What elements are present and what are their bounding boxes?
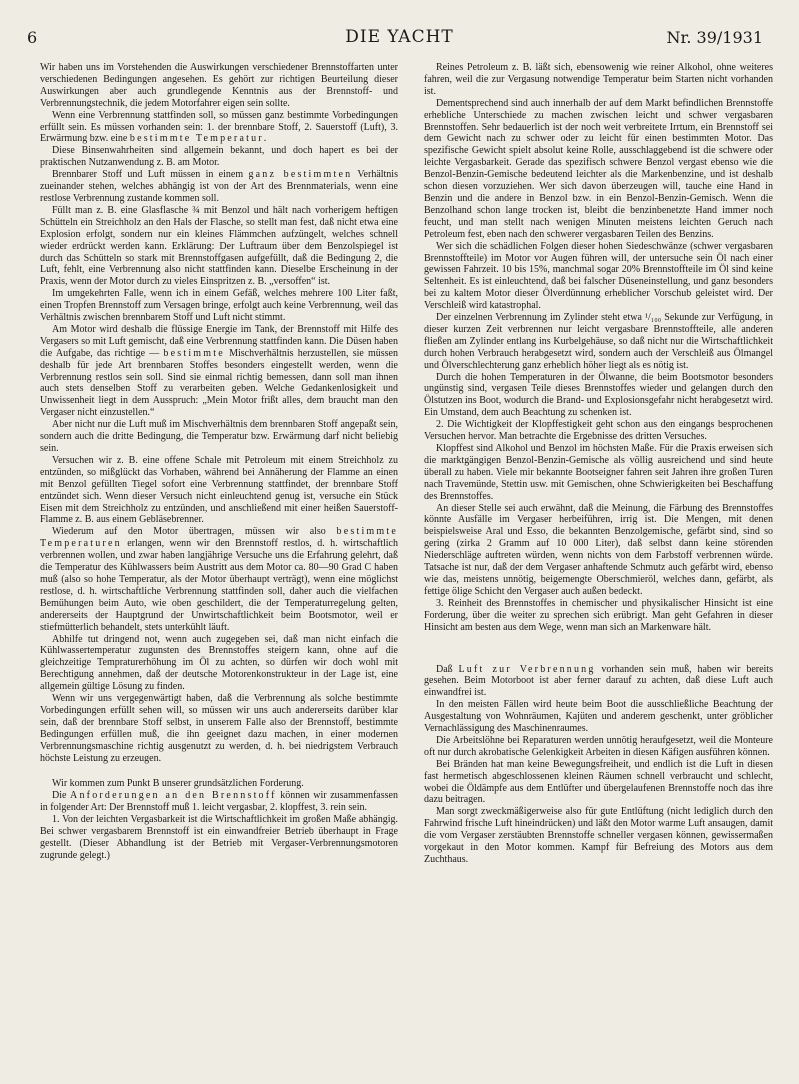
paragraph: Der einzelnen Verbrennung im Zylinder steht etwa ¹/₁₀₀ Sekunde zur Verfügung, in dieser kurzen Zeit verbrennen nur leicht vergasbare Brennstoffteile, alle anderen fließen am Zylinder entlang ins Kurbelgehäuse, so daß nicht nur die Wirtschaftlichkeit durch hohen Verbrauch herabgesetzt wird, sondern auch der Verschleiß aus Ölmangel und Ölverschlechterung ganz erheblich höher liegt als es nötig ist. xyxy=(424,312,773,371)
paragraph: 3. Reinheit des Brennstoffes in chemischer und physikalischer Hinsicht ist eine Forderung, über die weiter zu sprechen sich erübrigt. Man geht Gefahren in dieser Hinsicht am besten aus dem Wege, wenn man sich an Markenware hält. xyxy=(424,597,773,633)
paragraph: Reines Petroleum z. B. läßt sich, ebensowenig wie reiner Alkohol, ohne weiteres fahren, weil die zur Vergasung notwendige Temperatur beim Starten nicht vorhanden ist. xyxy=(424,62,773,97)
paragraph: Aber nicht nur die Luft muß im Mischverhältnis dem brennbaren Stoff angepaßt sein, sondern auch die dritte Bedingung, die Temperatur bzw. Erwärmung darf nicht beliebig sein. xyxy=(40,419,398,454)
paragraph: Die Arbeitslöhne bei Reparaturen werden unnötig heraufgesetzt, weil die Monteure oft nur durch akrobatische Gelenkigkeit Arbeiten in diesen Käfigen ausführen können. xyxy=(424,734,773,758)
right-column xyxy=(424,62,773,866)
magazine-title: DIE YACHT xyxy=(345,27,454,47)
paragraph: Dementsprechend sind auch innerhalb der auf dem Markt befindlichen Brennstoffe erhebliche Unterschiede zu machen zwischen leicht und schwer vergasbaren Brennstoffen. Sehr bedauerlich ist der noch weit verbreitete Irrtum, ein Brennstoff sei dem Gewicht nach zu schwer oder zu leicht für einen bestimmten Motor. Das spezifische Gewicht spielt absolut keine Rolle, ausschlaggebend ist die schwere oder leichte Vergasbarkeit. Gerade das spezifisch schwere Benzol vergast ebenso wie die Benzol-Benzin-Gemische bedeutend leichter als die Markenbenzine, und ist deshalb schon diesen vorzuziehen. Wer sich davon überzeugen will, tauche eine Hand in Benzin und die andere in Benzol bzw. in ein Benzol-Benzin-Gemisch. Wenn die Benzolhand schon lange trocken ist, bleibt die benzinbenetzte Hand immer noch feucht, und man stellt nach wenigen Minuten meistens leichten Geruch nach Petroleum fest, eben nach den schwerer vergasbaren Teilen des Benzins. xyxy=(424,97,773,240)
paragraph: In den meisten Fällen wird heute beim Boot die ausschließliche Beachtung der Ausgestaltung von Wohnräumen, Kajüten und anderem geschenkt, unter gröblicher Vernachlässigung des Maschinenraumes. xyxy=(424,699,773,735)
paragraph: Die Anforderungen an den Brennstoff können wir zusammenfassen in folgender Art: Der Brennstoff muß 1. leicht vergasbar, 2. klopffest, 3. rein sein. xyxy=(40,790,398,814)
paragraph: Am Motor wird deshalb die flüssige Energie im Tank, der Brennstoff mit Hilfe des Vergasers so mit Luft gemischt, daß eine Verbrennung stattfinden kann. Die Düsen haben die Aufgabe, das richtige — bestimmte Mischverhältnis herzustellen, sie müssen deshalb für jede Art brennbaren Stoffes besonders eingestellt werden, wenn die Verbrennung restlos sein soll. Sind sie einmal richtig bemessen, dann soll man ihnen auch stets denselben Stoff zu verarbeiten geben. Welche Gedankenlosigkeit und Unwissenheit liegt in dem Ausspruch: „Mein Motor frißt alles, dem braucht man den Vergaser nicht einzustellen.“ xyxy=(40,323,399,419)
paragraph: Wir haben uns im Vorstehenden die Auswirkungen verschiedener Brennstoffarten unter verschiedenen Bedingungen angesehen. Es gehört zur richtigen Beurteilung dieser Auswirkungen aber auch grundlegende Kenntnis aus der Brennstoff- und Verbrennungstechnik, die jedem Motorfahrer eigen sein sollte. xyxy=(40,62,398,109)
paragraph: 1. Von der leichten Vergasbarkeit ist die Wirtschaftlichkeit im großen Maße abhängig. Bei schwer vergasbarem Brennstoff ist ein einwandfreier Betrieb überhaupt in Frage gestellt. (Dieser Abhandlung ist der Betrieb mit Vergaser-Verbrennungsmotoren zugrunde gelegt.) xyxy=(40,814,398,861)
page-number: 6 xyxy=(27,28,38,47)
paragraph: Abhilfe tut dringend not, wenn auch zugegeben sei, daß man nicht einfach die Kühlwassertemperatur zugunsten des Brennstoffes steigern kann, ohne auf die gleichzeitige Tempraturerhöhung im Öl zu achten, so dürfen wir doch wohl mit Berechtigung annehmen, daß der deutsche Motorenkonstrukteur in der Lage ist, eine allgemein gültige Lösung zu finden. xyxy=(40,633,398,693)
paragraph: Versuchen wir z. B. eine offene Schale mit Petroleum mit einem Streichholz zu entzünden, so mißglückt das Vorhaben, während bei Annäherung der Flamme an einen mit Benzol gefüllten Tiegel sofort eine Verbrennung stattfindet, der brennbare Stoff entzündet sich. Wenn dieser Versuch nicht einleuchtend genug ist, versuche ein Stück Eisen mit dem Streichholz zu entzünden, und anschließend mit einer heißen Sauerstoff-Flamme z. B. aus einem Gebläsebrenner. xyxy=(40,454,398,526)
paragraph: Brennbarer Stoff und Luft müssen in einem ganz bestimmten Verhältnis zueinander stehen, welches abhängig ist von der Art des Brennmaterials, wenn eine restlose Verbrennung zustande kommen soll. xyxy=(40,169,398,204)
paragraph: Klopffest sind Alkohol und Benzol im höchsten Maße. Für die Praxis erweisen sich die marktgängigen Benzol-Benzin-Gemische als völlig ausreichend und sind heute überall zu haben. Viele mir bekannte Bootseigner fahren seit Jahren ihre großen Turen nach Travemünde, Stettin usw. mit Gemischen, ohne Schwierigkeiten bei Beschaffung des Brennstoffes. xyxy=(424,443,773,502)
paragraph: Bei Bränden hat man keine Bewegungsfreiheit, und endlich ist die Luft in diesen fast hermetisch abgeschlossenen kleinen Räumen schnell verbraucht und schlecht, wobei die Öldämpfe aus dem Entlüfter und übergelaufenen Brennstoffe noch das ihre dazu beitragen. xyxy=(424,758,773,806)
paragraph: Füllt man z. B. eine Glasflasche ¾ mit Benzol und hält nach vorherigem heftigen Schütteln ein Streichholz an den Hals der Flasche, so stellt man fest, daß nicht etwa eine Explosion erfolgt, sondern nur ein kleines Flämmchen aufzüngelt, welches schnell wieder erdrückt werden kann. Erklärung: Der Luftraum über dem Benzolspiegel ist durch das Schütteln so stark mit Brennstoffgasen aufgefüllt, daß die Bedingung 2, die Luft, fehlt, eine Verbrennung also nicht stattfinden kann. Dieselbe Erscheinung in der Praxis, wenn der Motor durch zu vieles Einspritzen z. B. „versoffen“ ist. xyxy=(40,204,398,288)
paragraph: Wer sich die schädlichen Folgen dieser hohen Siedeschwänze (schwer vergasbaren Brennstoffteile) im Motor vor Augen führen will, der untersuche sein Öl nach einer gewissen Fahrzeit. 10 bis 15%, manchmal sogar 20% Brennstoffteile im Öl sind keine Seltenheit. Es ist einleuchtend, daß bei falscher Düseneinstellung, und ganz besonders bei zu kaltem Motor dieser Ölverdünnung erheblicher Vorschub geleistet wird. Der Verschleiß wird katastrophal. xyxy=(424,240,773,312)
paragraph: Daß Luft zur Verbrennung vorhanden sein muß, haben wir bereits gesehen. Beim Motorboot ist aber ferner darauf zu achten, daß diese Luft auch einwandfrei ist. xyxy=(424,663,773,699)
paragraph: Durch die hohen Temperaturen in der Ölwanne, die beim Bootsmotor besonders ungünstig sind, vergasen Teile dieses Brennstoffes wieder und gelangen durch den Ölstutzen ins Boot, wodurch die Brand- und Explosionsgefahr nicht herabgesetzt wird. Ein Umstand, dem auch Beachtung zu schenken ist. xyxy=(424,371,773,419)
paragraph: Man sorgt zweckmäßigerweise also für gute Entlüftung (nicht lediglich durch den Fahrwind frische Luft hineindrücken) und läßt den Motor warme Luft ansaugen, damit die vom Vergaser zerstäubten Brennstoffe schneller vergasen können, gewissermaßen vorgekaut in den Motor kommen. Kampf für Befreiung des Motors aus dem Zuchthaus. xyxy=(424,806,773,865)
left-column xyxy=(40,62,398,862)
paragraph: Diese Binsenwahrheiten sind allgemein bekannt, und doch hapert es bei der praktischen Nutzanwendung z. B. am Motor. xyxy=(40,145,398,169)
paragraph: Wir kommen zum Punkt B unserer grundsätzlichen Forderung. xyxy=(52,778,304,790)
paragraph: Wenn wir uns vergegenwärtigt haben, daß die Verbrennung als solche bestimmte Vorbedingungen erfüllt sehen will, so müssen wir uns auch andererseits darüber klar sein, daß der brennbare Stoff selbst, in unserem Falle also der Brennstoff, bestimmte Bedingungen erfüllen muß, die ihn geeignet dazu machen, in einer modernen Verbrennungsmaschine richtig ausgenutzt zu werden, d. h. bei niedrigstem Verbrauch höchste Leistung zu erzeugen. xyxy=(40,693,398,764)
paragraph: An dieser Stelle sei auch erwähnt, daß die Meinung, die Färbung des Brennstoffes könnte Ausfälle im Vergaser herbeiführen, irrig ist. Die Mengen, mit denen beispielsweise Aral und Esso, die bekannten Benzolgemische, gefärbt sind, sind so gering (zirka 2 Gramm auf 10 000 Liter), daß selbst dann keine störenden Niederschläge auftreten würden, wenn nichts von dem Farbstoff verbrennen würde. Tatsache ist nur, daß der dem Vergaser anhaftende Schmutz auch gefärbt wird, ebenso wie das, meistens unnötig, beigemengte Oberschmieröl, welches dann, gefärbt, als fettige ölige Schicht den Vergaser auch außen bedeckt. xyxy=(424,502,773,597)
paragraph: Wenn eine Verbrennung stattfinden soll, so müssen ganz bestimmte Vorbedingungen erfüllt sein. Es müssen vorhanden sein: 1. der brennbare Stoff, 2. Sauerstoff (Luft), 3. Erwärmung bzw. eine bestimmte Temperatur. xyxy=(40,109,398,145)
paragraph: 2. Die Wichtigkeit der Klopffestigkeit geht schon aus den eingangs besprochenen Versuchen hervor. Man betrachte die Ergebnisse des dritten Versuches. xyxy=(424,419,773,443)
issue-number: Nr. 39/1931 xyxy=(666,28,763,47)
paragraph: Im umgekehrten Falle, wenn ich in einem Gefäß, welches mehrere 100 Liter faßt, einen Tropfen Brennstoff zum Versagen bringe, erfolgt auch keine Verbrennung, weil das Verhältnis zwischen brennbarem Stoff und Luft nicht stimmt. xyxy=(40,288,398,324)
paragraph: Wiederum auf den Motor übertragen, müssen wir also bestimmte Temperaturen erlangen, wenn wir den Brennstoff restlos, d. h. wirtschaftlich verbrennen wollen, und zwar haben langjährige Versuche uns die Erfahrung gelehrt, daß die Temperatur des Kühlwassers beim Austritt aus dem Motor ca. 80—90 Grad C haben muß (also so hohe Temperatur, als der Motor überhaupt verträgt), wenn eine möglichst restlose, d. h. wirtschaftliche Verbrennung stattfinden soll, daher auch die vielfachen Bemühungen beim Auto, wie oben geschildert, die der Temperaturregelung gelten, andererseits der Hauptgrund der Unwirtschaftlichkeit beim Bootsmotor, weil er stiefmütterlich behandelt, stets unterkühlt läuft. xyxy=(40,526,398,633)
